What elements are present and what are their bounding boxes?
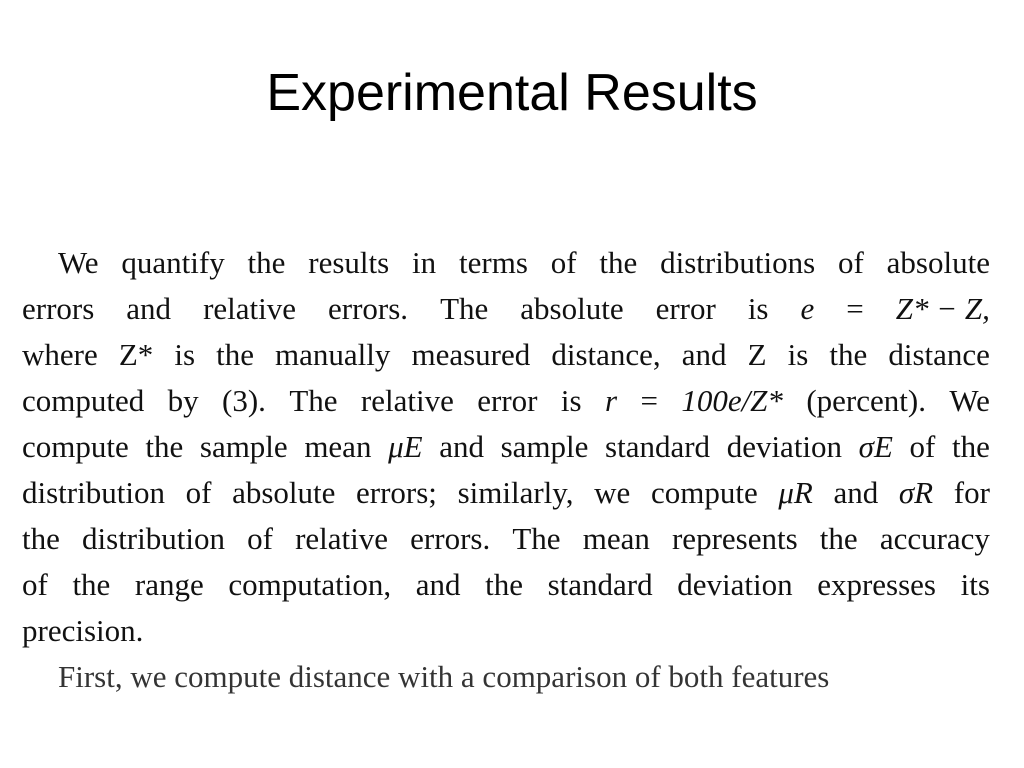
excerpt-math: μR <box>778 475 813 510</box>
excerpt-word: distance <box>888 337 990 372</box>
excerpt-word: error <box>477 383 538 418</box>
excerpt-math: = <box>846 291 864 326</box>
excerpt-word: precision. <box>22 613 144 648</box>
excerpt-line <box>22 240 990 286</box>
excerpt-word: computed <box>22 383 145 418</box>
excerpt-word: errors <box>22 291 95 326</box>
excerpt-word: computation, <box>228 567 392 602</box>
excerpt-word: distance, <box>551 337 661 372</box>
excerpt-word: distribution <box>22 475 165 510</box>
excerpt-word: for <box>953 475 990 510</box>
excerpt-word: results <box>308 245 390 280</box>
excerpt-word: Z* <box>118 337 154 372</box>
excerpt-math: σE <box>858 429 893 464</box>
excerpt-word: its <box>960 567 990 602</box>
excerpt-word: and <box>833 475 879 510</box>
excerpt-word: and <box>126 291 172 326</box>
excerpt-word: distributions <box>660 245 816 280</box>
excerpt-word: is <box>174 337 196 372</box>
excerpt-word: (percent). <box>806 383 926 418</box>
excerpt-word: quantify <box>121 245 225 280</box>
excerpt-word: sample <box>199 429 288 464</box>
excerpt-math: Z* − Z, <box>895 291 990 326</box>
excerpt-line-cut-off <box>22 654 990 694</box>
excerpt-word: represents <box>671 521 798 556</box>
excerpt-word: we <box>594 475 631 510</box>
excerpt-word: range <box>134 567 204 602</box>
excerpt-math: e <box>800 291 815 326</box>
excerpt-word: relative <box>203 291 297 326</box>
excerpt-word: of <box>909 429 936 464</box>
excerpt-word: the <box>22 521 60 556</box>
excerpt-word: The <box>289 383 338 418</box>
excerpt-line <box>22 332 990 378</box>
excerpt-word: and <box>439 429 484 464</box>
excerpt-word: We <box>58 245 99 280</box>
excerpt-word: the <box>951 429 990 464</box>
excerpt-math: 100e/Z* <box>681 383 783 418</box>
excerpt-line <box>22 516 990 562</box>
excerpt-word: the <box>72 567 111 602</box>
excerpt-word: absolute <box>886 245 990 280</box>
excerpt-word: the <box>485 567 523 602</box>
excerpt-word: in <box>412 245 437 280</box>
excerpt-word: The <box>440 291 489 326</box>
excerpt-line <box>22 470 990 516</box>
excerpt-word: Z <box>747 337 767 372</box>
excerpt-word: the <box>247 245 286 280</box>
excerpt-word: the <box>819 521 858 556</box>
excerpt-word: is <box>787 337 809 372</box>
excerpt-line <box>22 608 990 654</box>
excerpt-math: μE <box>388 429 423 464</box>
excerpt-word: mean <box>304 429 372 464</box>
excerpt-word: by <box>167 383 199 418</box>
excerpt-word: sample <box>500 429 589 464</box>
excerpt-math: σR <box>898 475 934 510</box>
excerpt-word: mean <box>582 521 650 556</box>
paper-excerpt-image <box>22 240 990 694</box>
excerpt-word: terms <box>459 245 528 280</box>
excerpt-word: manually <box>275 337 391 372</box>
excerpt-word: error <box>655 291 716 326</box>
excerpt-word: similarly, <box>457 475 574 510</box>
excerpt-word: is <box>560 383 582 418</box>
excerpt-word: standard <box>547 567 653 602</box>
excerpt-word: First, we compute distance with a comparison of both features <box>58 659 830 694</box>
excerpt-word: compute <box>650 475 758 510</box>
excerpt-word: We <box>949 383 990 418</box>
excerpt-word: deviation <box>726 429 843 464</box>
excerpt-word: where <box>22 337 98 372</box>
excerpt-word: errors. <box>328 291 409 326</box>
excerpt-word: of <box>247 521 273 556</box>
excerpt-word: The <box>512 521 561 556</box>
excerpt-word: deviation <box>677 567 793 602</box>
excerpt-word: errors. <box>410 521 491 556</box>
excerpt-word: the <box>829 337 868 372</box>
excerpt-word: expresses <box>817 567 936 602</box>
excerpt-word: the <box>599 245 638 280</box>
excerpt-word: of <box>837 245 864 280</box>
excerpt-word: absolute <box>520 291 624 326</box>
excerpt-line <box>22 424 990 470</box>
excerpt-word: the <box>216 337 254 372</box>
excerpt-word: of <box>550 245 577 280</box>
excerpt-word: compute <box>22 429 129 464</box>
excerpt-word: absolute <box>232 475 336 510</box>
excerpt-word: the <box>145 429 184 464</box>
excerpt-word: is <box>747 291 769 326</box>
excerpt-word: standard <box>605 429 711 464</box>
excerpt-word: and <box>415 567 461 602</box>
excerpt-line <box>22 286 990 332</box>
excerpt-line <box>22 562 990 608</box>
excerpt-word: relative <box>360 383 454 418</box>
slide-title: Experimental Results <box>266 64 758 122</box>
excerpt-line <box>22 378 990 424</box>
excerpt-math: = <box>640 383 658 418</box>
excerpt-word: (3). <box>222 383 266 418</box>
excerpt-word: and <box>681 337 727 372</box>
excerpt-word: of <box>22 567 48 602</box>
excerpt-word: distribution <box>82 521 225 556</box>
excerpt-word: measured <box>411 337 531 372</box>
excerpt-word: relative <box>295 521 389 556</box>
excerpt-word: accuracy <box>879 521 990 556</box>
excerpt-math: r <box>604 383 618 418</box>
excerpt-word: of <box>185 475 212 510</box>
excerpt-word: errors; <box>356 475 437 510</box>
